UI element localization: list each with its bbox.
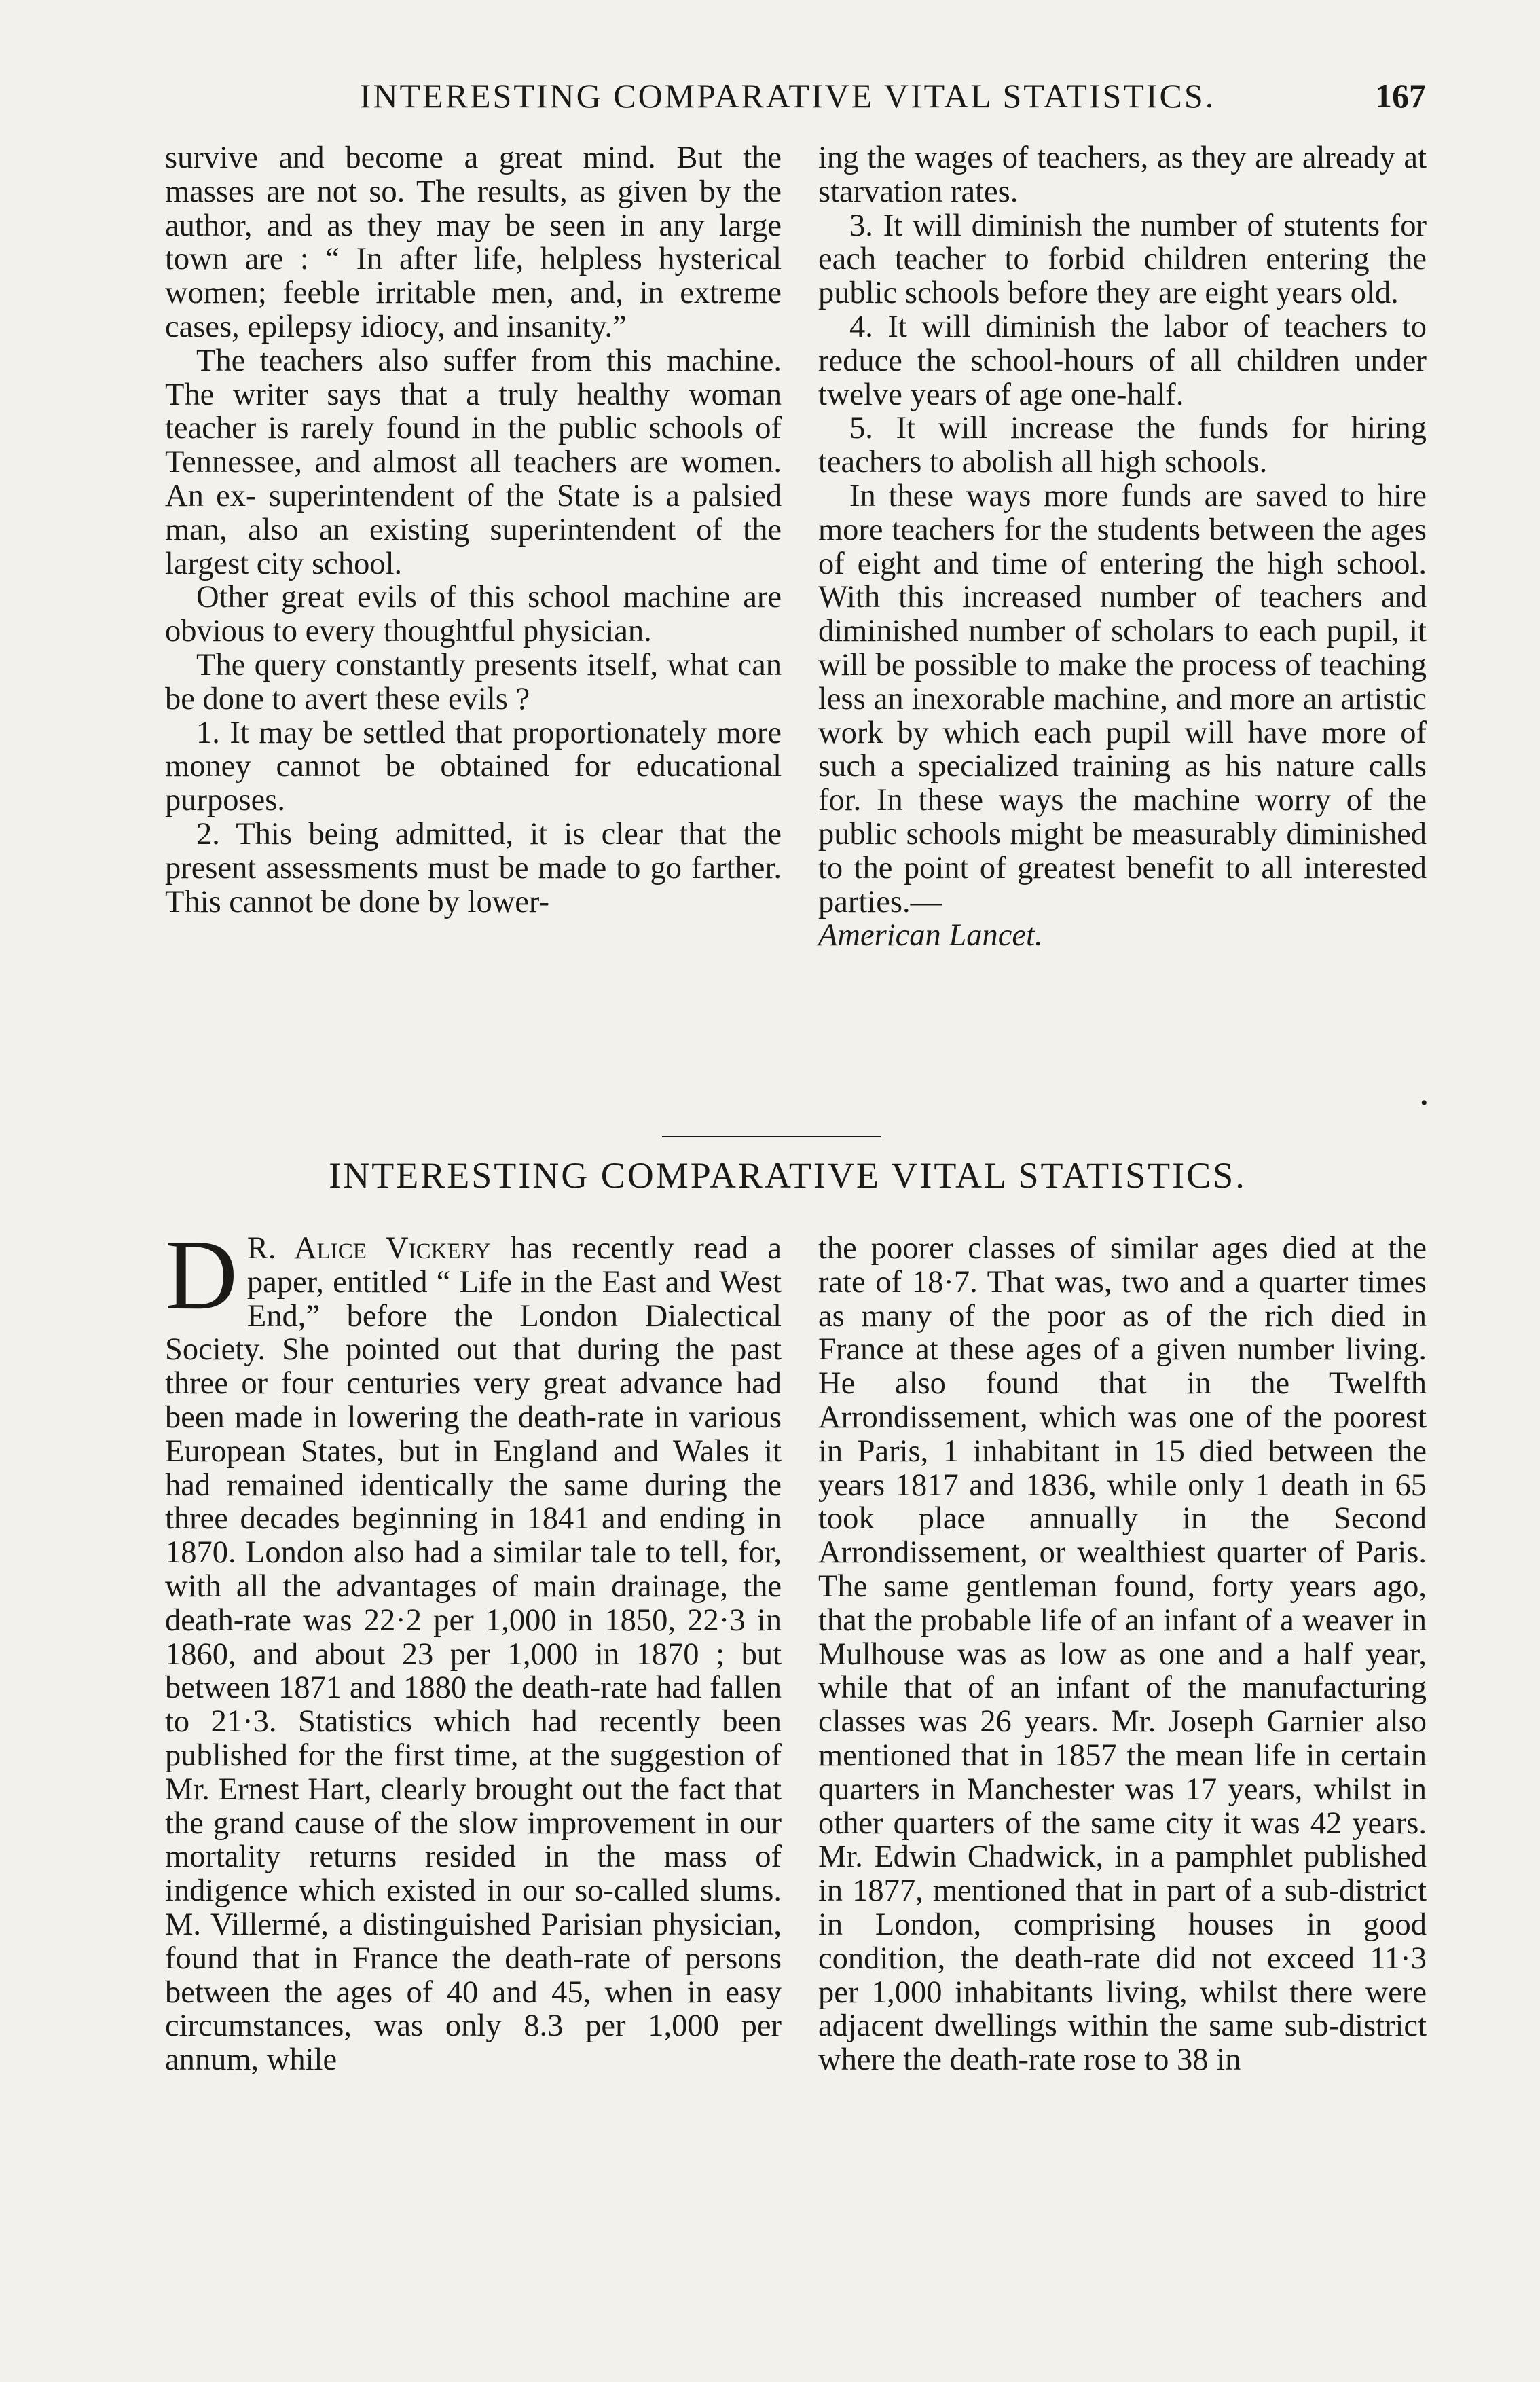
section-divider (662, 1136, 881, 1137)
paragraph: The query constantly presents itself, what can be done to avert these evils ? (165, 647, 782, 716)
paragraph: The teachers also suffer from this machine. The writer says that a truly healthy woman teacher is rarely found in the public schools of Tennessee, and almost all teachers are women. An ex- superintendent of the State is a palsied man, also an existing superintendent of the largest city school. (165, 343, 782, 581)
attribution: American Lancet. (818, 918, 1043, 953)
article-title: INTERESTING COMPARATIVE VITAL STATISTICS. (329, 1155, 1247, 1196)
paragraph: 5. It will increase the funds for hiring teachers to abolish all high schools. (818, 411, 1427, 480)
paragraph: 4. It will diminish the labor of teachers to reduce the school-hours of all children under twelve years of age one-half. (818, 309, 1427, 412)
drop-cap: D (165, 1220, 238, 1331)
running-title: INTERESTING COMPARATIVE VITAL STATISTICS. (359, 77, 1216, 115)
opening-name: R. Alice Vickery (246, 1231, 491, 1266)
page-number: 167 (1375, 77, 1426, 115)
paragraph: 1. It may be settled that proportionately more money cannot be obtained for educational purposes. (165, 715, 782, 818)
previous-article-right-column (818, 141, 1427, 953)
paragraph-text: has recently read a paper, entitled “ Life in the East and West End,” before the London Dialectical Society. She pointed out that during the past three or four centuries very great advance had been made in lowering the death-rate in various European States, but in England and Wales it had remained identically the same during the three decades beginning in 1841 and ending in 1870. London also had a similar tale to tell, for, with all the advantages of main drainage, the death-rate was 22·2 per 1,000 in 1850, 22·3 in 1860, and about 23 per 1,000 in 1870 ; but between 1871 and 1880 the death-rate had fallen to 21·3. Statistics which had recently been published for the first time, at the suggestion of Mr. Ernest Hart, clearly brought out the fact that the grand cause of the slow improvement in our mortality returns resided in the mass of indigence which existed in our so-called slums. M. Villermé, a distinguished Parisian physician, found that in France the death-rate of persons between the ages of 40 and 45, when in easy circumstances, was only 8.3 per 1,000 per annum, while (165, 1231, 782, 2078)
paragraph: ing the wages of teachers, as they are already at starvation rates. (818, 141, 1427, 209)
paragraph-text: the poorer classes of similar ages died at the rate of 18·7. That was, two and a quarter times as many of the poor as of the rich died in France at these ages of a given number living. He also found that in the Twelfth Arrondissement, which was one of the poorest in Paris, 1 inhabitant in 15 died between the years 1817 and 1836, while only 1 death in 65 took place annually in the Second Arrondissement, or wealthiest quarter of Paris. The same gentleman found, forty years ago, that the probable life of an infant of a weaver in Mulhouse was as low as one and a half year, while that of an infant of the manufacturing classes was 26 years. Mr. Joseph Garnier also mentioned that in 1857 the mean life in certain quarters in Manchester was 17 years, whilst in other quarters of the same city it was 42 years. Mr. Edwin Chadwick, in a pamphlet published in 1877, mentioned that in part of a sub-district in London, comprising houses in good condition, the death-rate did not exceed 11·3 per 1,000 inhabitants living, whilst there were adjacent dwellings within the same sub-district where the death-rate rose to 38 in (818, 1231, 1427, 2078)
article-left-column (165, 1220, 782, 2078)
paragraph: 3. It will diminish the number of stutents for each teacher to forbid children entering the public schools before they are eight years old. (818, 208, 1427, 311)
paragraph: 2. This being admitted, it is clear that the present assessments must be made to go farther. This cannot be done by lower- (165, 816, 782, 919)
paragraph: survive and become a great mind. But the masses are not so. The results, as given by the author, and as they may be seen in any large town are : “ In after life, helpless hysterical women; feeble irritable men, and, in extreme cases, epilepsy idiocy, and insanity.” (165, 141, 782, 344)
opening-paragraph (165, 1220, 782, 2078)
previous-article-left-column (165, 141, 782, 919)
paragraph: Other great evils of this school machine are obvious to every thoughtful physician. (165, 580, 782, 649)
running-header (299, 76, 1426, 124)
printer-mark: • (1420, 1092, 1428, 1114)
article-right-column (818, 1232, 1427, 2077)
paragraph: In these ways more funds are saved to hire more teachers for the students between the ages of eight and time of entering the high school. With this increased number of teachers and diminished number of scholars to each pupil, it will be possible to make the process of teaching less an inexorable machine, and more an artistic work by which each pupil will have more of such a specialized training as his nature calls for. In these ways the machine worry of the public schools might be measurably diminished to the point of greatest benefit to all interested parties.— (818, 478, 1427, 919)
